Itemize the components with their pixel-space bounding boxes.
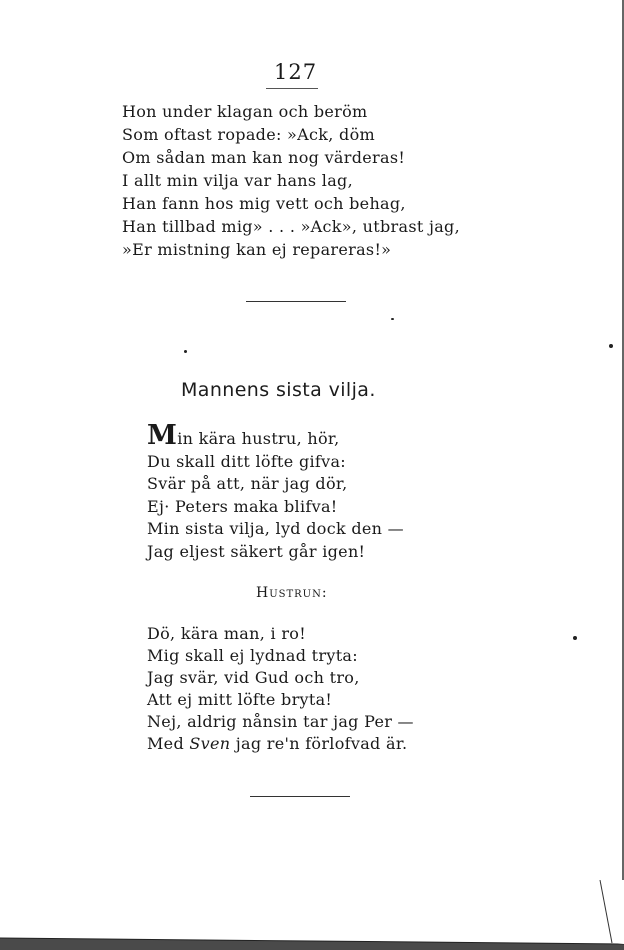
verse-line: I allt min vilja var hans lag, — [122, 171, 353, 190]
section-divider — [250, 796, 350, 797]
verse-line: Mig skall ej lydnad tryta: — [147, 646, 358, 665]
verse-line: Jag eljest säkert går igen! — [147, 541, 366, 561]
print-speck — [609, 344, 613, 348]
speaker-heading: Hustrun: — [256, 585, 328, 601]
poem-title: Mannens sista vilja. — [181, 379, 376, 401]
section-divider — [246, 301, 346, 302]
print-speck — [184, 350, 187, 353]
page-number-rule — [266, 88, 318, 89]
verse-line: Du skall ditt löfte gifva: — [147, 451, 346, 471]
print-speck — [391, 318, 394, 320]
verse-line: Min sista vilja, lyd dock den — — [147, 519, 404, 538]
stanza-2 — [147, 420, 404, 563]
verse-line: »Er mistning kan ej repareras!» — [122, 240, 392, 259]
verse-line: Hon under klagan och beröm — [122, 102, 368, 121]
verse-line: Han fann hos mig vett och behag, — [122, 194, 406, 213]
verse-line: Jag svär, vid Gud och tro, — [147, 668, 360, 687]
verse-line: Nej, aldrig nånsin tar jag Per — — [147, 712, 414, 731]
stanza-3 — [147, 623, 414, 755]
page-corner-fold — [0, 880, 624, 950]
verse-line: Ej· Peters maka blifva! — [147, 496, 338, 516]
verse-line: Han tillbad mig» . . . »Ack», utbrast jag, — [122, 217, 460, 236]
print-speck — [573, 636, 577, 640]
verse-text: jag re'n förlofvad är. — [230, 734, 408, 753]
verse-line: Dö, kära man, i ro! — [147, 624, 306, 643]
verse-line: Svär på att, när jag dör, — [147, 474, 348, 493]
verse-line-rest: in kära hustru, hör, — [177, 429, 340, 448]
verse-line — [147, 733, 414, 755]
verse-text: Med — [147, 734, 190, 753]
verse-line — [147, 420, 404, 451]
page-number: 127 — [274, 60, 318, 84]
stanza-1 — [122, 100, 460, 261]
verse-line: Att ej mitt löfte bryta! — [147, 690, 333, 709]
verse-line: Om sådan man kan nog värderas! — [122, 148, 406, 167]
verse-italic-name: Sven — [189, 734, 231, 753]
verse-line: Som oftast ropade: »Ack, döm — [122, 125, 375, 144]
drop-cap: M — [147, 420, 178, 451]
